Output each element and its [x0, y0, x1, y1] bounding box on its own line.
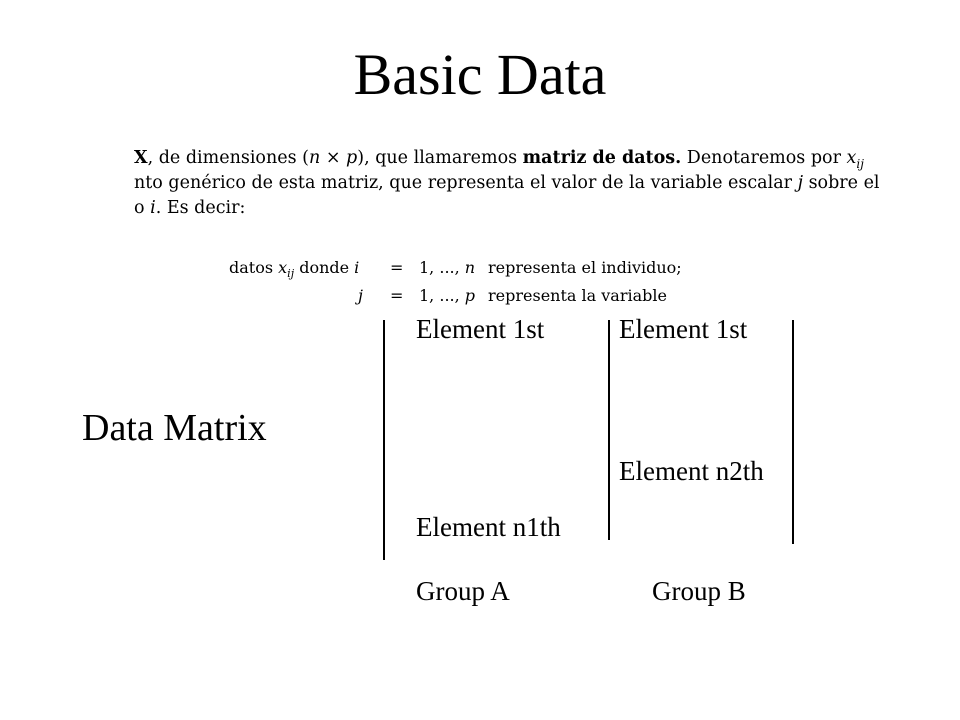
excerpt-line-2 — [134, 173, 880, 193]
equation-text: 1, ..., — [419, 258, 465, 277]
equation-text: 1, ..., — [419, 286, 465, 305]
equation-desc: representa la variable — [488, 286, 667, 305]
excerpt-text: , de dimensiones ( — [147, 148, 309, 168]
equation-var: p — [464, 286, 476, 305]
equation-range — [419, 259, 475, 277]
excerpt-text: × — [320, 148, 347, 168]
excerpt-text: . Es decir: — [155, 198, 246, 218]
excerpt-var: n — [308, 148, 321, 168]
group-divider — [608, 320, 610, 540]
equation-lhs — [229, 259, 359, 283]
group-a-first-element: Element 1st — [416, 314, 545, 344]
matrix-symbol: X — [134, 148, 148, 168]
excerpt-subscript: ij — [856, 156, 864, 171]
excerpt-text: o — [134, 198, 151, 218]
excerpt-line-3 — [134, 198, 245, 218]
excerpt-var: p — [346, 148, 358, 168]
excerpt-text: sobre el — [803, 173, 880, 193]
equation-var: n — [464, 258, 476, 277]
excerpt-text: Denotaremos por — [681, 148, 847, 168]
equation-range — [419, 287, 475, 305]
group-b-first-element: Element 1st — [619, 314, 748, 344]
equation-lhs — [358, 287, 363, 305]
excerpt-var: x — [846, 148, 857, 168]
equation-desc: representa el individuo; — [488, 258, 682, 277]
excerpt-text: ), que llamaremos — [357, 148, 523, 168]
equation-equals: = — [390, 258, 404, 277]
excerpt-line-1 — [134, 148, 864, 174]
equation-subscript: ij — [287, 267, 295, 281]
excerpt-var: i — [150, 198, 156, 218]
group-b-label: Group B — [652, 576, 746, 606]
equation-equals: = — [390, 286, 404, 305]
excerpt-bold-term: matriz de datos. — [522, 148, 682, 168]
matrix-left-border — [383, 320, 385, 560]
excerpt-text: nto genérico de esta matriz, que representa el valor de la variable escalar — [134, 173, 798, 193]
equation-text: datos — [229, 258, 279, 277]
slide-title: Basic Data — [353, 42, 607, 107]
equation-text: donde — [294, 258, 355, 277]
group-a-last-element: Element n1th — [416, 512, 561, 542]
equation-var: i — [354, 258, 360, 277]
data-matrix-label: Data Matrix — [82, 407, 267, 449]
group-b-last-element: Element n2th — [619, 456, 764, 486]
group-a-label: Group A — [416, 576, 510, 606]
excerpt-var: j — [797, 173, 803, 193]
equation-var: j — [358, 286, 363, 305]
equation-var: x — [278, 258, 288, 277]
matrix-right-border — [792, 320, 794, 544]
